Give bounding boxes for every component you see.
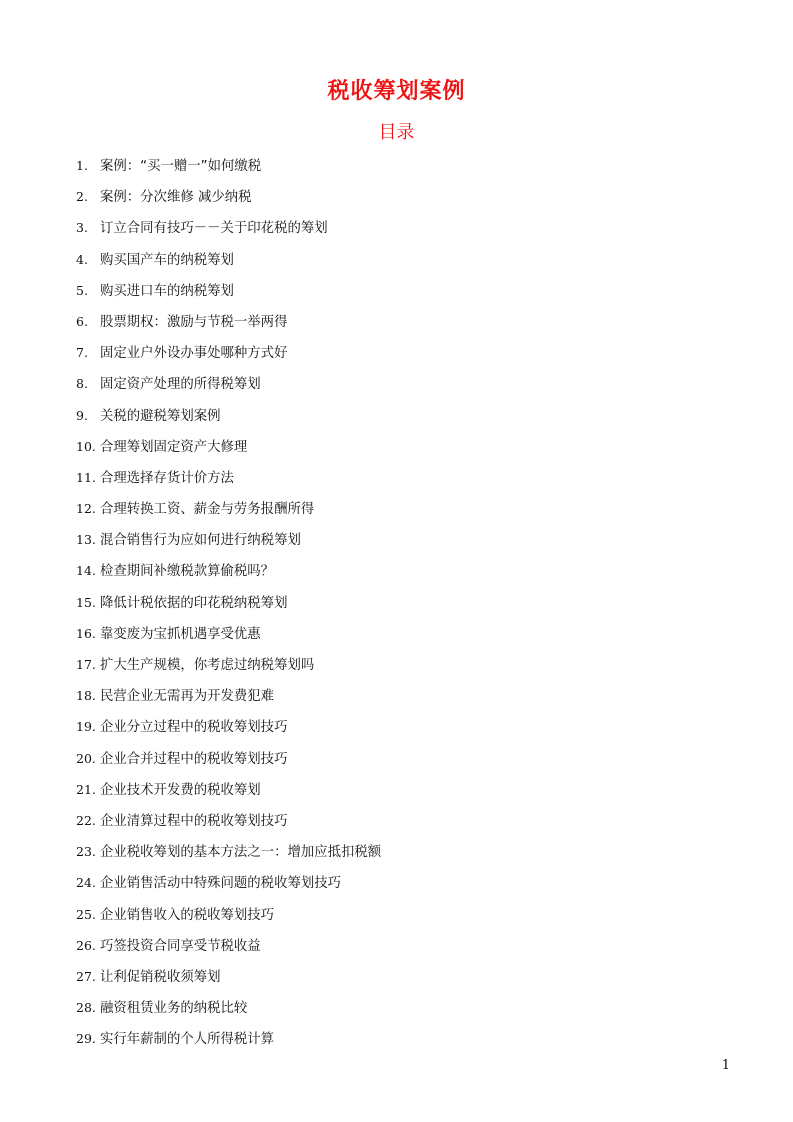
toc-item-number: 10. [76, 438, 96, 454]
toc-item[interactable] [76, 680, 381, 711]
toc-item-label: 让利促销税收须筹划 [100, 969, 221, 985]
toc-item-label: 合理转换工资、薪金与劳务报酬所得 [100, 502, 315, 518]
toc-item[interactable] [76, 244, 381, 275]
toc-item-label: 合理筹划固定资产大修理 [100, 439, 248, 455]
toc-item-label: 固定业户外设办事处哪种方式好 [100, 346, 288, 362]
toc-item-label: 融资租赁业务的纳税比较 [100, 1001, 248, 1017]
toc-item-label: 靠变废为宝抓机遇享受优惠 [100, 626, 261, 642]
toc-item-number: 14. [76, 563, 96, 579]
toc-item-label: 关税的避税筹划案例 [100, 408, 221, 424]
toc-item[interactable] [76, 275, 381, 306]
toc-item-label: 企业分立过程中的税收筹划技巧 [100, 720, 288, 736]
toc-item-number: 7. [76, 345, 88, 361]
toc-item-label: 企业清算过程中的税收筹划技巧 [100, 813, 288, 829]
toc-item[interactable] [76, 961, 381, 992]
toc-item[interactable] [76, 368, 381, 399]
toc-item[interactable] [76, 867, 381, 898]
toc-item[interactable] [76, 836, 381, 867]
toc-item[interactable] [76, 649, 381, 680]
toc-item-label: 企业销售收入的税收筹划技巧 [100, 907, 275, 923]
toc-item[interactable] [76, 524, 381, 555]
toc-item-number: 4. [76, 251, 88, 267]
toc-item[interactable] [76, 774, 381, 805]
toc-item-number: 2. [76, 189, 88, 205]
toc-item-label: 企业税收筹划的基本方法之一：增加应抵扣税额 [100, 845, 382, 861]
toc-item-number: 9. [76, 407, 88, 423]
toc-item-label: 混合销售行为应如何进行纳税筹划 [100, 533, 301, 549]
toc-item-label: 企业技术开发费的税收筹划 [100, 782, 261, 798]
toc-item[interactable] [76, 400, 381, 431]
toc-item-label: 案例：“买一赠一”如何缴税 [100, 159, 262, 174]
toc-item-label: 固定资产处理的所得税筹划 [100, 377, 261, 393]
toc-item-number: 15. [76, 594, 96, 610]
toc-item-number: 5. [76, 282, 88, 298]
toc-item-number: 16. [76, 625, 96, 641]
page-number: 1 [721, 1058, 730, 1073]
toc-item-number: 25. [76, 906, 96, 922]
toc-item-number: 29. [76, 1031, 96, 1047]
toc-item-number: 6. [76, 313, 88, 329]
toc-item-number: 23. [76, 844, 96, 860]
toc-item-number: 26. [76, 937, 96, 953]
toc-item-label: 合理选择存货计价方法 [100, 470, 234, 486]
toc-item-number: 3. [76, 220, 88, 236]
toc-item-number: 28. [76, 1000, 96, 1016]
toc-item-number: 19. [76, 719, 96, 735]
toc-item[interactable] [76, 711, 381, 742]
toc-item-label: 案例：分次维修 减少纳税 [100, 190, 252, 206]
toc-heading: 目录 [378, 122, 415, 143]
toc-item[interactable] [76, 1023, 381, 1054]
toc-item[interactable] [76, 805, 381, 836]
toc-item-number: 1. [76, 158, 88, 173]
toc-item-number: 8. [76, 376, 88, 392]
toc-item-label: 企业合并过程中的税收筹划技巧 [100, 751, 288, 767]
toc-item-label: 购买进口车的纳税筹划 [100, 283, 234, 299]
toc-item[interactable] [76, 899, 381, 930]
toc-item-label: 巧签投资合同享受节税收益 [100, 938, 261, 954]
toc-item[interactable] [76, 493, 381, 524]
toc-item[interactable] [76, 306, 381, 337]
toc-item-label: 民营企业无需再为开发费犯难 [100, 689, 275, 705]
toc-item[interactable] [76, 337, 381, 368]
toc-item[interactable] [76, 212, 381, 243]
toc-item[interactable] [76, 150, 381, 181]
toc-item-label: 购买国产车的纳税筹划 [100, 252, 234, 268]
toc-item-number: 11. [76, 469, 96, 485]
toc-item[interactable] [76, 462, 381, 493]
toc-item-label: 企业销售活动中特殊问题的税收筹划技巧 [100, 876, 342, 892]
toc-item[interactable] [76, 555, 381, 586]
toc-item-number: 27. [76, 968, 96, 984]
toc-item[interactable] [76, 587, 381, 618]
toc-item[interactable] [76, 431, 381, 462]
toc-item-number: 12. [76, 501, 96, 517]
toc-item-number: 13. [76, 532, 96, 548]
toc-item-label: 实行年薪制的个人所得税计算 [100, 1032, 275, 1048]
toc-item-label: 检查期间补缴税款算偷税吗？ [100, 564, 275, 580]
toc-item-number: 21. [76, 781, 96, 797]
toc-item-number: 17. [76, 657, 96, 672]
toc-item-number: 20. [76, 750, 96, 766]
toc-item-number: 24. [76, 875, 96, 891]
toc-item-label: 降低计税依据的印花税纳税筹划 [100, 595, 288, 611]
toc-item-label: 股票期权：激励与节税一举两得 [100, 314, 288, 330]
toc-item-label: 订立合同有技巧－－关于印花税的筹划 [100, 221, 328, 237]
toc-item[interactable] [76, 181, 381, 212]
toc-item-number: 22. [76, 812, 96, 828]
document-title: 税收筹划案例 [327, 78, 466, 104]
toc-item-number: 18. [76, 688, 96, 704]
toc-item[interactable] [76, 618, 381, 649]
table-of-contents [76, 150, 381, 1054]
toc-item[interactable] [76, 992, 381, 1023]
toc-item[interactable] [76, 930, 381, 961]
toc-item-label: 扩大生产规模，你考虑过纳税筹划吗 [100, 658, 315, 673]
toc-item[interactable] [76, 743, 381, 774]
